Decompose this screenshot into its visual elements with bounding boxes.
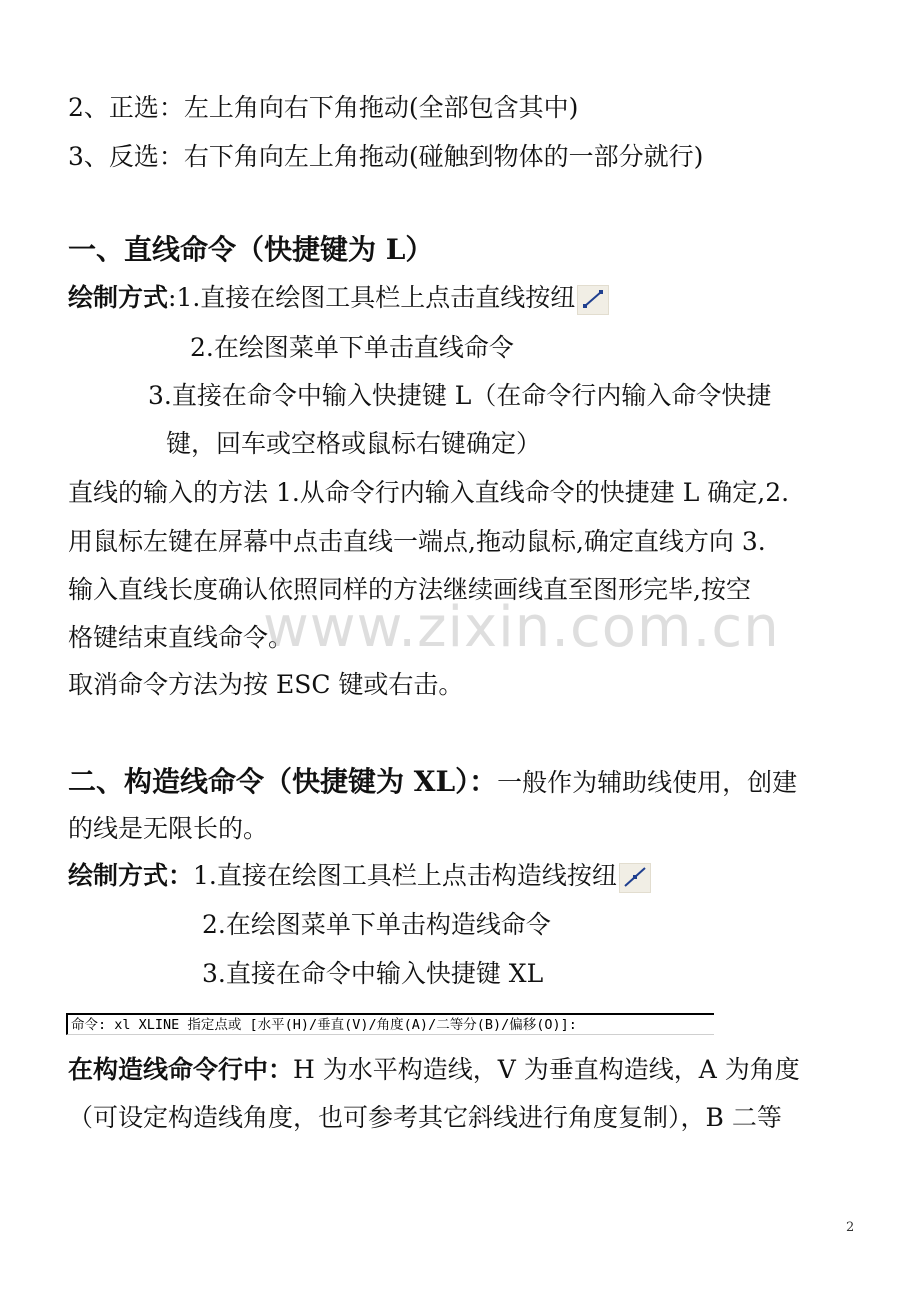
section1-para-4: 格键结束直线命令。	[68, 623, 294, 652]
section2-heading	[68, 764, 797, 801]
method-label: 绘制方式：	[68, 861, 194, 890]
section1-heading: 一、直线命令（快捷键为 L）	[68, 233, 434, 266]
page-number: 2	[846, 1220, 855, 1235]
section1-para-1: 直线的输入的方法 1.从命令行内输入直线命令的快捷建 L 确定,2.	[68, 478, 790, 507]
section2-heading-cont: 的线是无限长的。	[68, 814, 269, 843]
desc-1-text: H 为水平构造线，V 为垂直构造线，A 为角度	[293, 1055, 800, 1084]
method-1-text: 1.直接在绘图工具栏上点击构造线按纽	[193, 861, 617, 890]
method-label: 绘制方式	[68, 283, 169, 312]
section2-heading-title: 二、构造线命令（快捷键为 XL）：	[68, 765, 498, 798]
section1-para-3: 输入直线长度确认依照同样的方法继续画线直至图形完毕,按空	[68, 575, 751, 604]
section1-method-3a: 3.直接在命令中输入快捷键 L（在命令行内输入命令快捷	[148, 381, 772, 410]
section2-method-2: 2.在绘图菜单下单击构造线命令	[202, 910, 551, 939]
method-1-text: :1.直接在绘图工具栏上点击直线按纽	[168, 283, 576, 312]
section1-method-3b: 键，回车或空格或鼠标右键确定）	[166, 429, 542, 458]
section1-para-2: 用鼠标左键在屏幕中点击直线一端点,拖动鼠标,确定直线方向 3.	[68, 527, 766, 556]
command-line-screenshot: 命令: xl XLINE 指定点或 [水平(H)/垂直(V)/角度(A)/二等分(B)/偏移(O)]:	[66, 1013, 714, 1035]
section2-heading-desc: 一般作为辅助线使用，创建	[497, 768, 798, 797]
section2-desc-2: （可设定构造线角度，也可参考其它斜线进行角度复制），B 二等	[68, 1103, 782, 1132]
section2-desc-1	[68, 1054, 800, 1086]
section1-method-1	[68, 282, 609, 315]
section2-method-3: 3.直接在命令中输入快捷键 XL	[202, 959, 544, 988]
selection-line-forward: 2、正选：左上角向右下角拖动(全部包含其中)	[68, 93, 579, 122]
xline-tool-icon	[619, 863, 651, 893]
section1-method-2: 2.在绘图菜单下单击直线命令	[190, 333, 514, 362]
watermark: www.zixin.com.cn	[263, 595, 780, 660]
section2-method-1	[68, 860, 651, 893]
selection-line-reverse: 3、反选：右下角向左上角拖动(碰触到物体的一部分就行)	[68, 142, 704, 171]
line-tool-icon	[577, 285, 609, 315]
section1-cancel: 取消命令方法为按 ESC 键或右击。	[68, 670, 464, 699]
desc-label: 在构造线命令行中：	[68, 1055, 294, 1084]
